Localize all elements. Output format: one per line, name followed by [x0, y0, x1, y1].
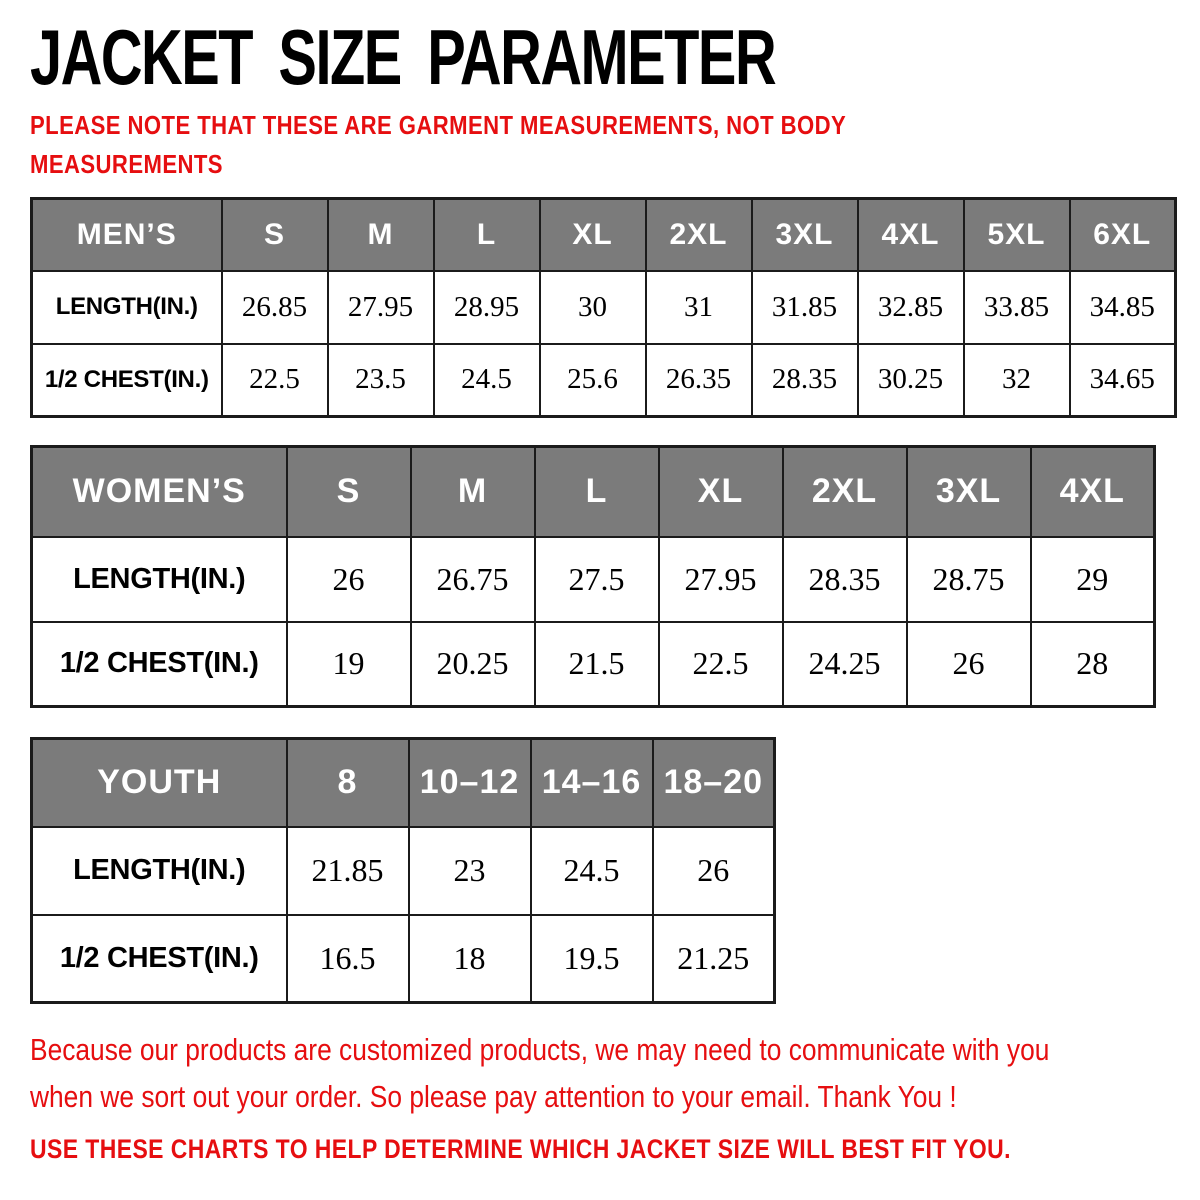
- size-value-cell: 24.5: [434, 344, 540, 417]
- row-label-cell: 1/2 CHEST(IN.): [32, 622, 287, 707]
- mens-chest-row: [32, 344, 1176, 417]
- size-value-cell: 26: [287, 537, 411, 622]
- youth-chest-row: [32, 915, 775, 1003]
- fit-instruction: USE THESE CHARTS TO HELP DETERMINE WHICH JACKET SIZE WILL BEST FIT YOU.: [30, 1134, 1011, 1164]
- size-value-cell: 19: [287, 622, 411, 707]
- size-value-cell: 30.25: [858, 344, 964, 417]
- garment-note-line2: MEASUREMENTS: [30, 149, 223, 179]
- size-value-cell: 26: [907, 622, 1031, 707]
- size-value-cell: 33.85: [964, 271, 1070, 344]
- size-value-cell: 25.6: [540, 344, 646, 417]
- size-value-cell: 23.5: [328, 344, 434, 417]
- size-header-cell: M: [411, 447, 535, 537]
- size-header-cell: S: [222, 199, 328, 271]
- size-value-cell: 24.5: [531, 827, 653, 915]
- size-value-cell: 19.5: [531, 915, 653, 1003]
- size-header-cell: 10–12: [409, 739, 531, 827]
- size-header-cell: 2XL: [783, 447, 907, 537]
- row-label-cell: LENGTH(IN.): [32, 537, 287, 622]
- size-header-cell: XL: [540, 199, 646, 271]
- size-header-cell: 4XL: [1031, 447, 1155, 537]
- size-value-cell: 26.35: [646, 344, 752, 417]
- size-header-cell: 3XL: [907, 447, 1031, 537]
- size-header-cell: 5XL: [964, 199, 1070, 271]
- size-value-cell: 28.35: [752, 344, 858, 417]
- size-value-cell: 16.5: [287, 915, 409, 1003]
- youth-size-table: [30, 737, 776, 1004]
- size-value-cell: 28: [1031, 622, 1155, 707]
- womens-size-table: [30, 445, 1156, 708]
- youth-length-row: [32, 827, 775, 915]
- size-value-cell: 32: [964, 344, 1070, 417]
- size-header-cell: M: [328, 199, 434, 271]
- size-value-cell: 21.5: [535, 622, 659, 707]
- womens-length-row: [32, 537, 1155, 622]
- youth-header-row: [32, 739, 775, 827]
- womens-table-title-cell: WOMEN’S: [32, 447, 287, 537]
- size-value-cell: 21.25: [653, 915, 775, 1003]
- size-header-cell: 6XL: [1070, 199, 1176, 271]
- size-header-cell: L: [434, 199, 540, 271]
- size-value-cell: 34.85: [1070, 271, 1176, 344]
- womens-header-row: [32, 447, 1155, 537]
- size-value-cell: 28.75: [907, 537, 1031, 622]
- mens-length-row: [32, 271, 1176, 344]
- size-value-cell: 22.5: [659, 622, 783, 707]
- size-value-cell: 31: [646, 271, 752, 344]
- size-value-cell: 26.75: [411, 537, 535, 622]
- size-header-cell: 18–20: [653, 739, 775, 827]
- size-value-cell: 18: [409, 915, 531, 1003]
- size-header-cell: L: [535, 447, 659, 537]
- mens-size-table: [30, 197, 1177, 418]
- row-label-cell: LENGTH(IN.): [32, 271, 222, 344]
- row-label-cell: 1/2 CHEST(IN.): [32, 915, 287, 1003]
- size-value-cell: 28.95: [434, 271, 540, 344]
- customization-notice-line1: Because our products are customized products, we may need to communicate with you: [30, 1032, 1050, 1067]
- size-value-cell: 27.95: [328, 271, 434, 344]
- womens-chest-row: [32, 622, 1155, 707]
- size-header-cell: 3XL: [752, 199, 858, 271]
- size-value-cell: 31.85: [752, 271, 858, 344]
- size-value-cell: 26: [653, 827, 775, 915]
- row-label-cell: 1/2 CHEST(IN.): [32, 344, 222, 417]
- size-value-cell: 29: [1031, 537, 1155, 622]
- page-title: JACKET SIZE PARAMETER: [30, 13, 776, 101]
- size-header-cell: 8: [287, 739, 409, 827]
- size-header-cell: 4XL: [858, 199, 964, 271]
- size-value-cell: 27.5: [535, 537, 659, 622]
- size-value-cell: 30: [540, 271, 646, 344]
- size-value-cell: 32.85: [858, 271, 964, 344]
- size-header-cell: 14–16: [531, 739, 653, 827]
- customization-notice-line2: when we sort out your order. So please pay attention to your email. Thank You !: [30, 1079, 957, 1114]
- row-label-cell: LENGTH(IN.): [32, 827, 287, 915]
- size-value-cell: 27.95: [659, 537, 783, 622]
- garment-note-line1: PLEASE NOTE THAT THESE ARE GARMENT MEASUREMENTS, NOT BODY: [30, 110, 847, 140]
- size-value-cell: 22.5: [222, 344, 328, 417]
- size-header-cell: XL: [659, 447, 783, 537]
- size-value-cell: 26.85: [222, 271, 328, 344]
- size-value-cell: 28.35: [783, 537, 907, 622]
- size-value-cell: 24.25: [783, 622, 907, 707]
- size-value-cell: 23: [409, 827, 531, 915]
- youth-table-title-cell: YOUTH: [32, 739, 287, 827]
- mens-header-row: [32, 199, 1176, 271]
- size-header-cell: S: [287, 447, 411, 537]
- size-value-cell: 34.65: [1070, 344, 1176, 417]
- mens-table-title-cell: MEN’S: [32, 199, 222, 271]
- size-value-cell: 21.85: [287, 827, 409, 915]
- size-value-cell: 20.25: [411, 622, 535, 707]
- size-header-cell: 2XL: [646, 199, 752, 271]
